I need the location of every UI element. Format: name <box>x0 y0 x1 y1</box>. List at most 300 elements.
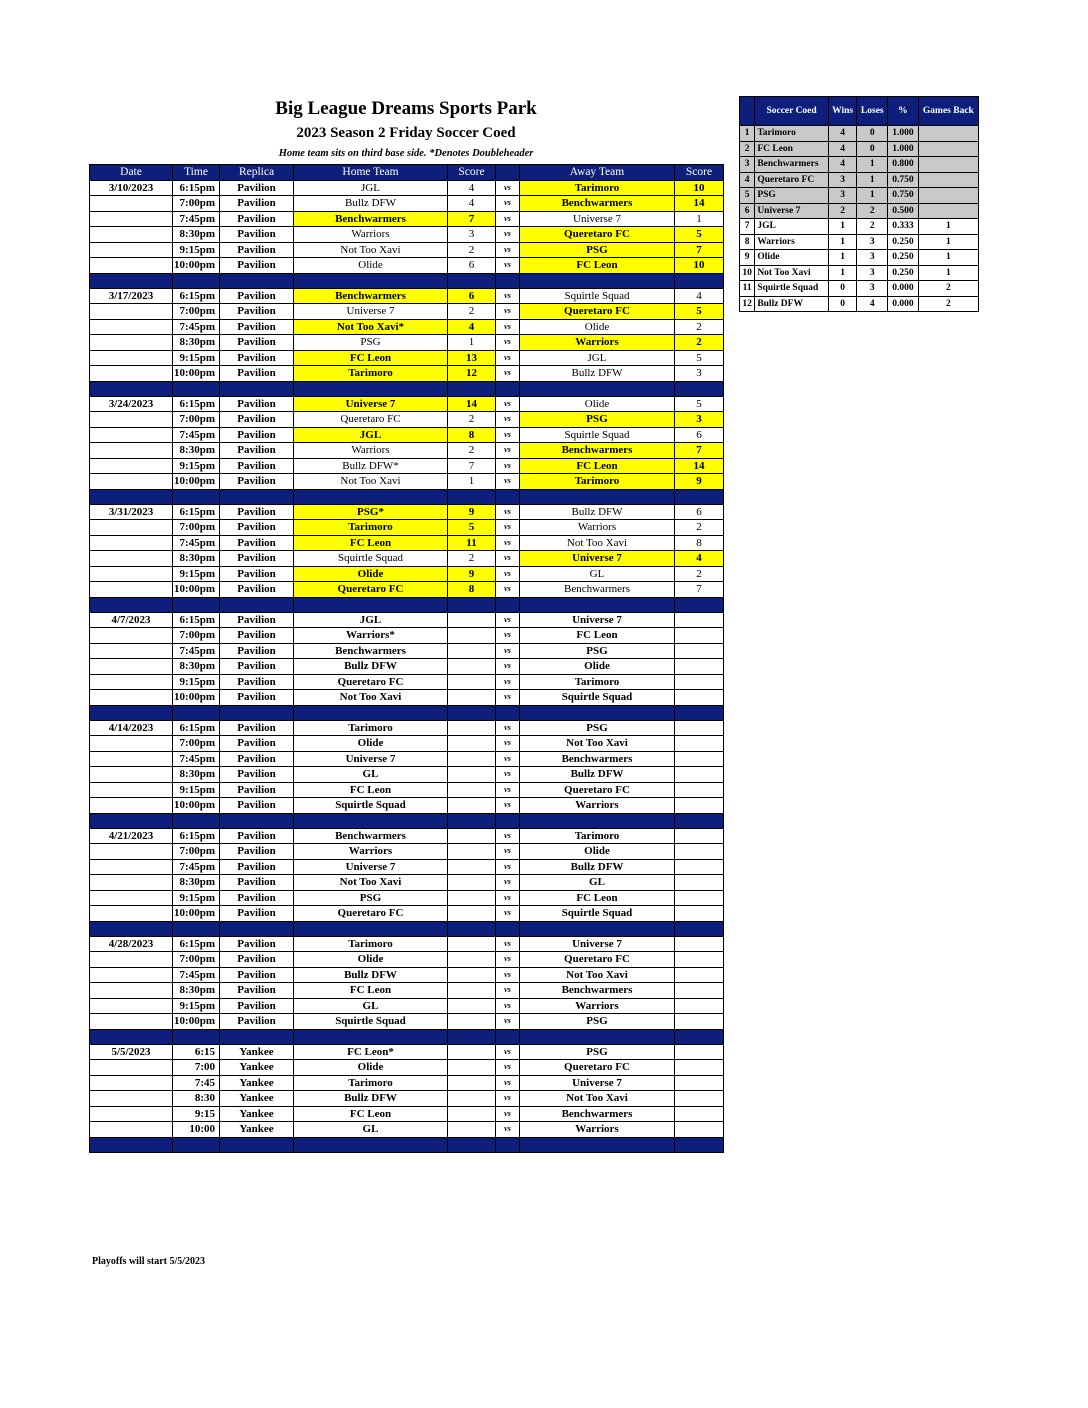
vs-label: vs <box>496 798 520 814</box>
standings-rank: 11 <box>740 281 755 297</box>
home-team: Olide <box>294 952 448 968</box>
game-date <box>90 859 173 875</box>
separator-cell <box>520 489 675 504</box>
standings-wins: 1 <box>828 219 857 235</box>
week-separator <box>90 1029 724 1044</box>
game-field: Pavilion <box>220 1014 294 1030</box>
game-row <box>90 1044 724 1060</box>
away-team: Warriors <box>520 798 675 814</box>
separator-cell <box>675 921 724 936</box>
game-field: Pavilion <box>220 412 294 428</box>
standings-col-pct: % <box>888 97 919 126</box>
vs-label: vs <box>496 1044 520 1060</box>
home-team: Bullz DFW* <box>294 458 448 474</box>
away-team: Not Too Xavi <box>520 967 675 983</box>
away-team: Warriors <box>520 520 675 536</box>
away-team: FC Leon <box>520 890 675 906</box>
home-team: PSG <box>294 335 448 351</box>
standings-loses: 1 <box>857 172 888 188</box>
home-team: Bullz DFW <box>294 659 448 675</box>
away-team: PSG <box>520 720 675 736</box>
game-field: Pavilion <box>220 890 294 906</box>
game-date <box>90 628 173 644</box>
vs-label: vs <box>496 242 520 258</box>
game-time: 9:15pm <box>173 782 220 798</box>
vs-label: vs <box>496 1091 520 1107</box>
game-row <box>90 952 724 968</box>
separator-cell <box>220 489 294 504</box>
standings-loses: 3 <box>857 265 888 281</box>
game-time: 8:30pm <box>173 551 220 567</box>
away-team: Tarimoro <box>520 474 675 490</box>
standings-col-wins: Wins <box>828 97 857 126</box>
home-score: 7 <box>448 211 496 227</box>
game-row <box>90 211 724 227</box>
game-time: 7:00pm <box>173 196 220 212</box>
game-row <box>90 427 724 443</box>
home-score <box>448 936 496 952</box>
schedule-header-row <box>90 165 724 181</box>
vs-label: vs <box>496 967 520 983</box>
away-score <box>675 736 724 752</box>
vs-label: vs <box>496 180 520 196</box>
standings-loses: 2 <box>857 219 888 235</box>
home-team: Bullz DFW <box>294 196 448 212</box>
away-team: Warriors <box>520 335 675 351</box>
away-team: Squirtle Squad <box>520 427 675 443</box>
vs-label: vs <box>496 612 520 628</box>
game-date <box>90 890 173 906</box>
game-time: 7:45pm <box>173 427 220 443</box>
away-team: FC Leon <box>520 628 675 644</box>
game-field: Pavilion <box>220 319 294 335</box>
away-score: 6 <box>675 504 724 520</box>
game-date: 3/17/2023 <box>90 288 173 304</box>
game-row <box>90 674 724 690</box>
home-team: JGL <box>294 180 448 196</box>
home-score <box>448 643 496 659</box>
home-team: Queretaro FC <box>294 906 448 922</box>
game-time: 7:45pm <box>173 319 220 335</box>
game-row <box>90 396 724 412</box>
game-date <box>90 798 173 814</box>
away-score <box>675 967 724 983</box>
separator-cell <box>220 705 294 720</box>
away-team: Olide <box>520 659 675 675</box>
away-score <box>675 659 724 675</box>
vs-label: vs <box>496 211 520 227</box>
standings-wins: 1 <box>828 265 857 281</box>
away-score <box>675 875 724 891</box>
away-score: 14 <box>675 196 724 212</box>
game-time: 8:30pm <box>173 335 220 351</box>
away-team: Olide <box>520 844 675 860</box>
separator-cell <box>220 1029 294 1044</box>
away-team: Universe 7 <box>520 612 675 628</box>
home-score: 2 <box>448 304 496 320</box>
standings-rank: 9 <box>740 250 755 266</box>
standings-wins: 1 <box>828 250 857 266</box>
home-team: Olide <box>294 566 448 582</box>
away-score <box>675 767 724 783</box>
game-row <box>90 551 724 567</box>
home-team: Not Too Xavi <box>294 690 448 706</box>
game-time: 10:00pm <box>173 690 220 706</box>
standings-games-back: 2 <box>918 281 978 297</box>
game-time: 8:30pm <box>173 767 220 783</box>
game-date <box>90 998 173 1014</box>
away-score <box>675 1014 724 1030</box>
home-score <box>448 1060 496 1076</box>
home-team: Bullz DFW <box>294 1091 448 1107</box>
away-score: 2 <box>675 566 724 582</box>
vs-label: vs <box>496 875 520 891</box>
home-score: 1 <box>448 335 496 351</box>
standings-row <box>740 234 979 250</box>
game-row <box>90 798 724 814</box>
vs-label: vs <box>496 828 520 844</box>
game-date: 3/24/2023 <box>90 396 173 412</box>
vs-label: vs <box>496 674 520 690</box>
home-team: Squirtle Squad <box>294 551 448 567</box>
home-score: 4 <box>448 319 496 335</box>
separator-cell <box>520 381 675 396</box>
away-score <box>675 1091 724 1107</box>
separator-cell <box>675 273 724 288</box>
separator-cell <box>448 1029 496 1044</box>
standings-row <box>740 219 979 235</box>
game-row <box>90 458 724 474</box>
game-time: 8:30pm <box>173 227 220 243</box>
home-team: Tarimoro <box>294 1075 448 1091</box>
game-time: 9:15 <box>173 1106 220 1122</box>
game-field: Pavilion <box>220 952 294 968</box>
vs-label: vs <box>496 906 520 922</box>
game-field: Pavilion <box>220 998 294 1014</box>
game-field: Pavilion <box>220 967 294 983</box>
standings-loses: 3 <box>857 250 888 266</box>
game-time: 9:15pm <box>173 998 220 1014</box>
standings-wins: 4 <box>828 141 857 157</box>
game-row <box>90 828 724 844</box>
away-team: PSG <box>520 412 675 428</box>
separator-cell <box>90 921 173 936</box>
away-team: PSG <box>520 1014 675 1030</box>
home-team: Olide <box>294 736 448 752</box>
away-team: Tarimoro <box>520 828 675 844</box>
game-time: 9:15pm <box>173 458 220 474</box>
game-date: 4/14/2023 <box>90 720 173 736</box>
separator-cell <box>220 273 294 288</box>
game-date <box>90 983 173 999</box>
standings-pct: 0.500 <box>888 203 919 219</box>
vs-label: vs <box>496 474 520 490</box>
away-score: 5 <box>675 304 724 320</box>
away-score: 2 <box>675 319 724 335</box>
home-score <box>448 1122 496 1138</box>
game-time: 6:15pm <box>173 396 220 412</box>
home-team: GL <box>294 767 448 783</box>
game-date <box>90 782 173 798</box>
away-score <box>675 1044 724 1060</box>
game-date <box>90 952 173 968</box>
away-score <box>675 936 724 952</box>
home-score: 3 <box>448 227 496 243</box>
game-row <box>90 906 724 922</box>
game-row <box>90 1122 724 1138</box>
home-score: 2 <box>448 412 496 428</box>
away-team: Queretaro FC <box>520 304 675 320</box>
vs-label: vs <box>496 983 520 999</box>
home-team: Benchwarmers <box>294 288 448 304</box>
home-team: FC Leon <box>294 782 448 798</box>
standings-team: FC Leon <box>755 141 829 157</box>
game-field: Pavilion <box>220 612 294 628</box>
separator-cell <box>448 273 496 288</box>
game-time: 10:00pm <box>173 474 220 490</box>
standings-pct: 1.000 <box>888 126 919 142</box>
game-date <box>90 1075 173 1091</box>
away-team: Bullz DFW <box>520 366 675 382</box>
col-date: Date <box>90 165 173 181</box>
game-row <box>90 782 724 798</box>
game-row <box>90 288 724 304</box>
home-score <box>448 983 496 999</box>
standings-pct: 0.250 <box>888 265 919 281</box>
home-score <box>448 612 496 628</box>
game-time: 6:15pm <box>173 720 220 736</box>
standings-header-row <box>740 97 979 126</box>
playoffs-note: Playoffs will start 5/5/2023 <box>92 1256 206 1267</box>
home-team: Benchwarmers <box>294 211 448 227</box>
away-team: Benchwarmers <box>520 983 675 999</box>
standings-rank: 4 <box>740 172 755 188</box>
game-time: 8:30pm <box>173 983 220 999</box>
standings-loses: 2 <box>857 203 888 219</box>
standings-row <box>740 188 979 204</box>
vs-label: vs <box>496 844 520 860</box>
game-time: 7:00pm <box>173 844 220 860</box>
schedule-table <box>89 164 724 1153</box>
home-score <box>448 690 496 706</box>
home-team: Tarimoro <box>294 366 448 382</box>
standings-team: PSG <box>755 188 829 204</box>
standings-pct: 0.250 <box>888 234 919 250</box>
away-team: GL <box>520 875 675 891</box>
game-date <box>90 458 173 474</box>
game-time: 7:00pm <box>173 952 220 968</box>
game-field: Pavilion <box>220 242 294 258</box>
home-score <box>448 967 496 983</box>
game-row <box>90 875 724 891</box>
away-score: 14 <box>675 458 724 474</box>
standings-team: JGL <box>755 219 829 235</box>
away-team: Not Too Xavi <box>520 1091 675 1107</box>
away-team: Tarimoro <box>520 180 675 196</box>
game-time: 10:00pm <box>173 258 220 274</box>
game-time: 9:15pm <box>173 350 220 366</box>
game-date <box>90 659 173 675</box>
separator-cell <box>173 597 220 612</box>
game-field: Pavilion <box>220 474 294 490</box>
separator-cell <box>294 921 448 936</box>
game-date <box>90 906 173 922</box>
game-date <box>90 1060 173 1076</box>
home-score <box>448 767 496 783</box>
away-score <box>675 751 724 767</box>
away-team: Squirtle Squad <box>520 288 675 304</box>
game-row <box>90 535 724 551</box>
col-vs <box>496 165 520 181</box>
standings-row <box>740 250 979 266</box>
game-row <box>90 936 724 952</box>
separator-cell <box>173 381 220 396</box>
standings-wins: 4 <box>828 157 857 173</box>
home-team: Queretaro FC <box>294 674 448 690</box>
standings-pct: 0.750 <box>888 188 919 204</box>
game-time: 10:00pm <box>173 366 220 382</box>
game-field: Pavilion <box>220 288 294 304</box>
separator-cell <box>496 921 520 936</box>
game-field: Pavilion <box>220 751 294 767</box>
vs-label: vs <box>496 427 520 443</box>
game-field: Yankee <box>220 1075 294 1091</box>
standings-table <box>739 96 979 312</box>
home-team: Benchwarmers <box>294 643 448 659</box>
standings-row <box>740 172 979 188</box>
game-row <box>90 751 724 767</box>
away-score <box>675 1106 724 1122</box>
home-score: 1 <box>448 474 496 490</box>
separator-cell <box>520 1137 675 1152</box>
standings-row <box>740 157 979 173</box>
away-score <box>675 1075 724 1091</box>
away-score <box>675 828 724 844</box>
game-field: Pavilion <box>220 674 294 690</box>
away-team: Squirtle Squad <box>520 690 675 706</box>
home-score: 6 <box>448 258 496 274</box>
home-team: Warriors <box>294 227 448 243</box>
vs-label: vs <box>496 335 520 351</box>
game-field: Pavilion <box>220 335 294 351</box>
game-row <box>90 196 724 212</box>
separator-cell <box>294 489 448 504</box>
vs-label: vs <box>496 566 520 582</box>
game-field: Pavilion <box>220 983 294 999</box>
standings-row <box>740 141 979 157</box>
game-date <box>90 1091 173 1107</box>
away-score: 1 <box>675 211 724 227</box>
away-team: FC Leon <box>520 458 675 474</box>
game-date <box>90 535 173 551</box>
standings-col-loses: Loses <box>857 97 888 126</box>
away-score: 4 <box>675 551 724 567</box>
separator-cell <box>294 1137 448 1152</box>
game-time: 7:45pm <box>173 643 220 659</box>
separator-cell <box>520 921 675 936</box>
game-time: 7:45 <box>173 1075 220 1091</box>
away-score: 4 <box>675 288 724 304</box>
game-row <box>90 998 724 1014</box>
separator-cell <box>496 489 520 504</box>
game-field: Pavilion <box>220 720 294 736</box>
game-date <box>90 412 173 428</box>
vs-label: vs <box>496 751 520 767</box>
game-date: 3/31/2023 <box>90 504 173 520</box>
standings-games-back: 1 <box>918 265 978 281</box>
standings-wins: 1 <box>828 234 857 250</box>
home-team: Not Too Xavi <box>294 875 448 891</box>
separator-cell <box>520 1029 675 1044</box>
vs-label: vs <box>496 736 520 752</box>
game-time: 9:15pm <box>173 566 220 582</box>
home-team: FC Leon <box>294 1106 448 1122</box>
separator-cell <box>220 921 294 936</box>
game-field: Pavilion <box>220 782 294 798</box>
away-score <box>675 906 724 922</box>
separator-cell <box>520 813 675 828</box>
away-score: 5 <box>675 350 724 366</box>
home-score <box>448 998 496 1014</box>
game-row <box>90 690 724 706</box>
game-date <box>90 1122 173 1138</box>
game-field: Pavilion <box>220 396 294 412</box>
game-row <box>90 366 724 382</box>
home-team: GL <box>294 998 448 1014</box>
vs-label: vs <box>496 628 520 644</box>
separator-cell <box>520 705 675 720</box>
game-date <box>90 427 173 443</box>
home-team: Olide <box>294 258 448 274</box>
home-team: FC Leon <box>294 535 448 551</box>
standings-wins: 4 <box>828 126 857 142</box>
standings-pct: 0.000 <box>888 296 919 312</box>
vs-label: vs <box>496 1060 520 1076</box>
game-date <box>90 582 173 598</box>
away-team: Warriors <box>520 998 675 1014</box>
home-score <box>448 859 496 875</box>
standings-rank: 10 <box>740 265 755 281</box>
game-time: 8:30pm <box>173 659 220 675</box>
home-team: Universe 7 <box>294 396 448 412</box>
standings-loses: 0 <box>857 141 888 157</box>
vs-label: vs <box>496 659 520 675</box>
home-team: FC Leon* <box>294 1044 448 1060</box>
home-team: Universe 7 <box>294 751 448 767</box>
game-date: 4/7/2023 <box>90 612 173 628</box>
away-team: Universe 7 <box>520 1075 675 1091</box>
away-score <box>675 1122 724 1138</box>
away-score: 5 <box>675 227 724 243</box>
game-row <box>90 1106 724 1122</box>
home-score: 2 <box>448 443 496 459</box>
separator-cell <box>448 705 496 720</box>
vs-label: vs <box>496 504 520 520</box>
week-separator <box>90 921 724 936</box>
standings-row <box>740 203 979 219</box>
home-team: Bullz DFW <box>294 967 448 983</box>
game-field: Pavilion <box>220 828 294 844</box>
game-field: Pavilion <box>220 875 294 891</box>
home-score <box>448 952 496 968</box>
game-date: 4/28/2023 <box>90 936 173 952</box>
game-date <box>90 844 173 860</box>
separator-cell <box>675 705 724 720</box>
away-team: PSG <box>520 1044 675 1060</box>
vs-label: vs <box>496 551 520 567</box>
vs-label: vs <box>496 859 520 875</box>
game-field: Pavilion <box>220 211 294 227</box>
